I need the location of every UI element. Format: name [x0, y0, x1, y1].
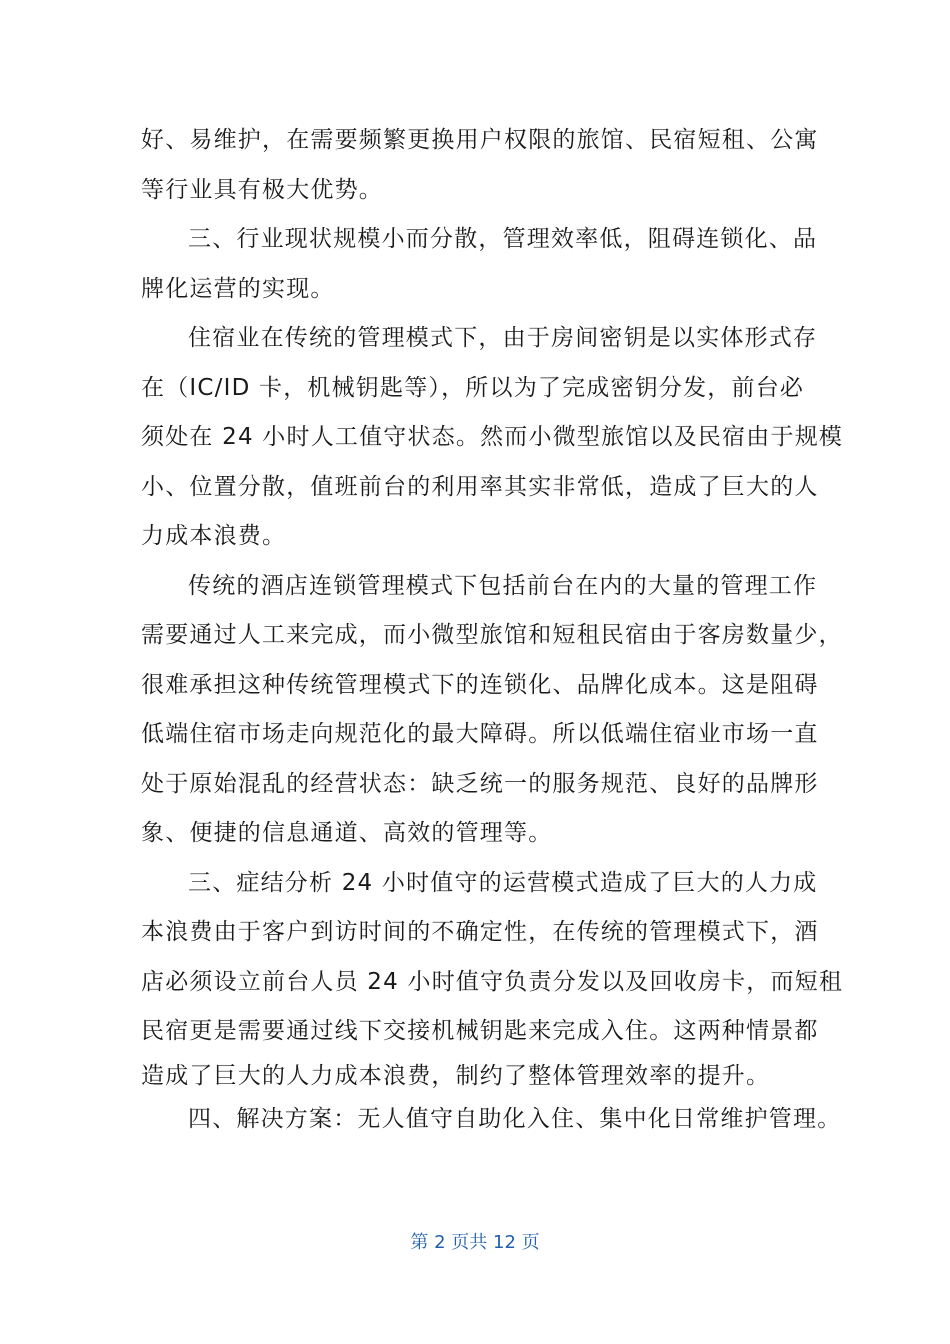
section-heading-line: 三、症结分析 24 小时值守的运营模式造成了巨大的人力成 — [188, 869, 818, 896]
paragraph-first-line: 住宿业在传统的管理模式下，由于房间密钥是以实体形式存 — [188, 325, 818, 351]
text-line: 力成本浪费。 — [141, 523, 287, 549]
text-line: 处于原始混乱的经营状态：缺乏统一的服务规范、良好的品牌形 — [141, 770, 819, 797]
text-line: 民宿更是需要通过线下交接机械钥匙来完成入住。这两种情景都 — [141, 1018, 819, 1044]
text-line: 低端住宿市场走向规范化的最大障碍。所以低端住宿业市场一直 — [141, 721, 819, 747]
paragraph-first-line: 传统的酒店连锁管理模式下包括前台在内的大量的管理工作 — [188, 572, 818, 599]
section-heading-line: 四、解决方案：无人值守自助化入住、集中化日常维护管理。 — [188, 1105, 842, 1132]
text-line: 店必须设立前台人员 24 小时值守负责分发以及回收房卡，而短租 — [141, 968, 844, 995]
text-line: 需要通过人工来完成，而小微型旅馆和短租民宿由于客房数量少， — [141, 622, 843, 648]
text-line: 很难承担这种传统管理模式下的连锁化、品牌化成本。这是阻碍 — [141, 671, 819, 698]
text-line: 须处在 24 小时人工值守状态。然而小微型旅馆以及民宿由于规模 — [141, 424, 844, 450]
text-line: 小、位置分散，值班前台的利用率其实非常低，造成了巨大的人 — [141, 473, 819, 500]
document-body — [141, 116, 844, 1144]
text-line: 本浪费由于客户到访时间的不确定性，在传统的管理模式下，酒 — [141, 919, 819, 945]
text-line: 在（IC/ID 卡，机械钥匙等），所以为了完成密钥分发，前台必 — [141, 374, 805, 401]
section-heading-line: 三、行业现状规模小而分散，管理效率低，阻碍连锁化、品 — [188, 226, 818, 252]
text-line: 等行业具有极大优势。 — [141, 176, 383, 203]
text-line: 造成了巨大的人力成本浪费，制约了整体管理效率的提升。 — [141, 1062, 771, 1089]
page-number-footer: 第 2 页共 12 页 — [410, 1232, 540, 1253]
text-line: 好、易维护，在需要频繁更换用户权限的旅馆、民宿短租、公寓 — [141, 127, 819, 153]
text-line: 象、便捷的信息通道、高效的管理等。 — [141, 820, 553, 846]
text-line: 牌化运营的实现。 — [141, 275, 335, 302]
